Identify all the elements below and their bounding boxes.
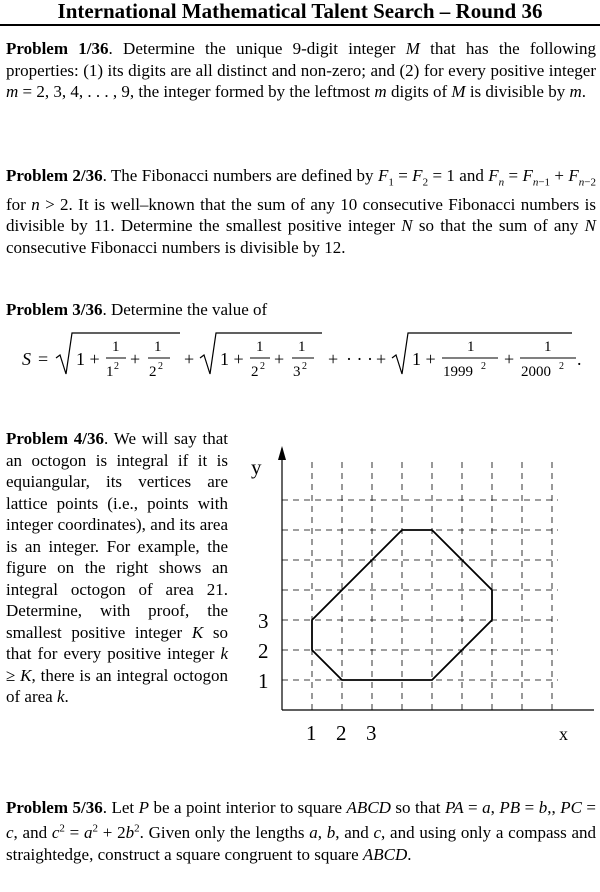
y-axis-label: y — [251, 455, 262, 479]
problem-4-label: Problem 4/36 — [6, 429, 105, 448]
svg-text:+: + — [504, 349, 515, 369]
term-1-b: 2 — [149, 364, 157, 380]
x-tick-label: 1 — [306, 721, 317, 744]
svg-text:1: 1 — [106, 364, 114, 380]
equation-lhs: S — [22, 349, 31, 369]
problem-5-text: . Let P be a point interior to square ABCD so that PA = a, PB = b,, PC = c, and $c^2 = a^2 + 2b^2$. Given only the lengths a, b, and c, and using only a compass and straightedge, construct a square congruent to square ABCD. — [6, 798, 597, 864]
svg-text:+: + — [328, 349, 339, 369]
equation-dots: · · · — [346, 349, 373, 369]
title-rule — [0, 24, 600, 26]
problem-3-label: Problem 3/36 — [6, 300, 103, 319]
problem-4 — [6, 428, 228, 708]
x-tick-label: 3 — [366, 721, 377, 744]
problem-2-text: . The Fibonacci numbers are defined by $F_1 = F_2 = 1$ and $F_n = F_{n-1} + F_{n-2}$ for n > 2. It is well–known that the sum of any 10 consecutive Fibonacci numbers is divisible by 11. Determine the smallest positive integer N so that the sum of any N consecutive Fibonacci numbers is divisible by 12. — [6, 166, 597, 257]
problem-1 — [6, 38, 596, 103]
problem-3 — [6, 299, 596, 321]
svg-text:1 +: 1 + — [412, 349, 436, 369]
svg-text:1: 1 — [256, 339, 264, 355]
page-title: International Mathematical Talent Search – Round 36 — [57, 0, 543, 23]
problem-5 — [6, 797, 596, 865]
sqrt-term-1 — [56, 333, 180, 380]
problem-1-label: Problem 1/36 — [6, 39, 109, 58]
term-3-b: 2000 — [521, 364, 551, 380]
svg-text:+: + — [130, 349, 141, 369]
svg-text:1: 1 — [298, 339, 306, 355]
sqrt-term-2 — [200, 333, 322, 380]
svg-text:+: + — [184, 349, 195, 369]
lattice-grid — [282, 461, 558, 710]
svg-text:1: 1 — [544, 339, 552, 355]
x-tick-label: 2 — [336, 721, 347, 744]
sqrt-term-3 — [392, 333, 576, 380]
octagon-figure — [248, 444, 594, 744]
svg-text:=: = — [38, 349, 49, 369]
svg-text:2: 2 — [302, 361, 307, 372]
problem-2 — [6, 165, 596, 258]
x-axis-label: x — [559, 724, 568, 744]
svg-text:2: 2 — [114, 361, 119, 372]
term-2-b: 3 — [293, 364, 301, 380]
svg-text:2: 2 — [559, 361, 564, 372]
term-3-a: 1999 — [443, 364, 473, 380]
svg-text:1: 1 — [154, 339, 162, 355]
y-axis-arrowhead — [278, 446, 286, 460]
svg-text:1 +: 1 + — [220, 349, 244, 369]
problem-2-label: Problem 2/36 — [6, 166, 103, 185]
problem-3-equation — [20, 328, 590, 388]
svg-text:2: 2 — [158, 361, 163, 372]
svg-text:1: 1 — [467, 339, 475, 355]
y-tick-label: 2 — [258, 639, 269, 663]
problem-1-text: . Determine the unique 9-digit integer M that has the following properties: (1) its digits are all distinct and non-zero; and (2) for every positive integer m = 2, 3, 4, . . . , 9, the integer formed by the leftmost m digits of M is divisible by m. — [6, 39, 597, 101]
svg-text:+: + — [376, 349, 387, 369]
svg-text:2: 2 — [481, 361, 486, 372]
problem-5-label: Problem 5/36 — [6, 798, 103, 817]
svg-text:.: . — [577, 349, 582, 369]
svg-text:1 +: 1 + — [76, 349, 100, 369]
term-2-a: 2 — [251, 364, 259, 380]
svg-text:+: + — [274, 349, 285, 369]
problem-3-text: . Determine the value of — [102, 300, 268, 319]
y-tick-label: 1 — [258, 669, 269, 693]
axes — [278, 446, 594, 710]
y-tick-label: 3 — [258, 609, 269, 633]
problem-4-text: . We will say that an octogon is integral if it is equiangular, its vertices are lattice points (i.e., points with integer coordinates), and its area is an integer. For example, the figure on the right shows an integral octogon of area 21. Determine, with proof, the smallest positive integer K so that for every positive integer k ≥ K, there is an integral octogon of area k. — [6, 429, 228, 706]
svg-text:1: 1 — [112, 339, 120, 355]
svg-text:2: 2 — [260, 361, 265, 372]
